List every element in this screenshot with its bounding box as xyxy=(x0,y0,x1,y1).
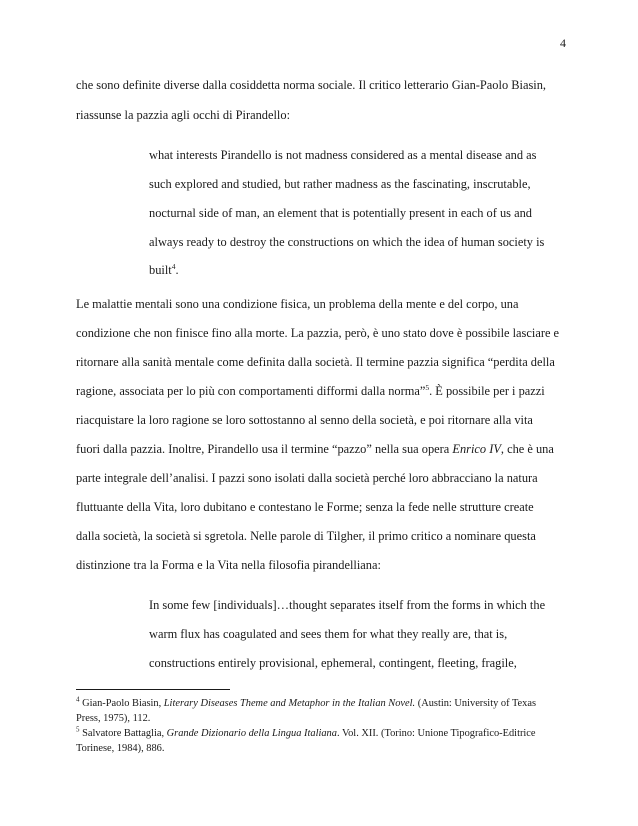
quote-text: built xyxy=(149,263,172,277)
footnote-title: Literary Diseases Theme and Metaphor in the Italian Novel. xyxy=(163,698,416,709)
quote-line: warm flux has coagulated and sees them for what they really are, that is, xyxy=(149,627,508,641)
body-line: dalla società, la società si sgretola. Nelle parole di Tilgher, il primo critico a nominare questa xyxy=(76,529,536,543)
footnote-4-line2: Press, 1975), 112. xyxy=(76,713,151,724)
quote-line: what interests Pirandello is not madness considered as a mental disease and as xyxy=(149,148,537,162)
footnote-divider xyxy=(76,689,230,690)
footnote-ref[interactable]: 4 xyxy=(171,261,176,271)
body-text: fuori dalla pazzia. Inoltre, Pirandello usa il termine “pazzo” nella sua opera xyxy=(76,442,453,456)
footnote-5 xyxy=(76,727,536,741)
body-line: fluttuante della Vita, loro dubitano e contestano le Forme; senza la fede nelle strutture create xyxy=(76,500,534,514)
footnote-4 xyxy=(76,697,536,711)
body-line xyxy=(76,383,545,399)
quote-line: such explored and studied, but rather madness as the fascinating, inscrutable, xyxy=(149,177,531,191)
footnote-text: Gian-Paolo Biasin, xyxy=(79,698,164,709)
body-line: riassunse la pazzia agli occhi di Pirandello: xyxy=(76,108,291,122)
footnote-ref[interactable]: 5 xyxy=(425,382,430,392)
footnote-text: (Austin: University of Texas xyxy=(415,698,537,709)
body-text: . È possibile per i pazzi xyxy=(429,384,545,398)
work-title: Enrico IV xyxy=(452,442,501,456)
body-line xyxy=(76,441,554,457)
footnote-number: 5 xyxy=(76,725,80,734)
body-line: condizione che non finisce fino alla morte. La pazzia, però, è uno stato dove è possibile lasciare e xyxy=(76,326,560,340)
quote-line: constructions entirely provisional, ephemeral, contingent, fleeting, fragile, xyxy=(149,656,517,670)
quote-line: always ready to destroy the constructions on which the idea of human society is xyxy=(149,235,545,249)
footnote-text: . Vol. XII. (Torino: Unione Tipografico-Editrice xyxy=(336,728,536,739)
page-number: 4 xyxy=(560,36,566,50)
footnote-text: Salvatore Battaglia, xyxy=(79,728,167,739)
quote-line: In some few [individuals]…thought separates itself from the forms in which the xyxy=(149,598,546,612)
body-line: ritornare alla sanità mentale come definita dalla società. Il termine pazzia significa “perdita della xyxy=(76,355,555,369)
body-line: distinzione tra la Forma e la Vita nella filosofia pirandelliana: xyxy=(76,558,381,572)
body-line: che sono definite diverse dalla cosiddetta norma sociale. Il critico letterario Gian-Paolo Biasin, xyxy=(76,78,546,92)
body-text: , che è una xyxy=(500,442,554,456)
footnote-number: 4 xyxy=(76,695,80,704)
footnote-5-line2: Torinese, 1984), 886. xyxy=(76,743,165,754)
footnote-title: Grande Dizionario della Lingua Italiana xyxy=(166,728,337,739)
quote-text: . xyxy=(175,263,179,277)
body-line: Le malattie mentali sono una condizione fisica, un problema della mente e del corpo, una xyxy=(76,297,519,311)
body-line: riacquistare la loro ragione se loro sottostanno al senno della società, e poi ritornare alla vita xyxy=(76,413,533,427)
quote-line xyxy=(149,262,179,278)
quote-line: nocturnal side of man, an element that is potentially present in each of us and xyxy=(149,206,532,220)
body-line: parte integrale dell’analisi. I pazzi sono isolati dalla società perché loro abbracciano la natura xyxy=(76,471,538,485)
body-text: ragione, associata per lo più con comportamenti difformi dalla norma” xyxy=(76,384,426,398)
